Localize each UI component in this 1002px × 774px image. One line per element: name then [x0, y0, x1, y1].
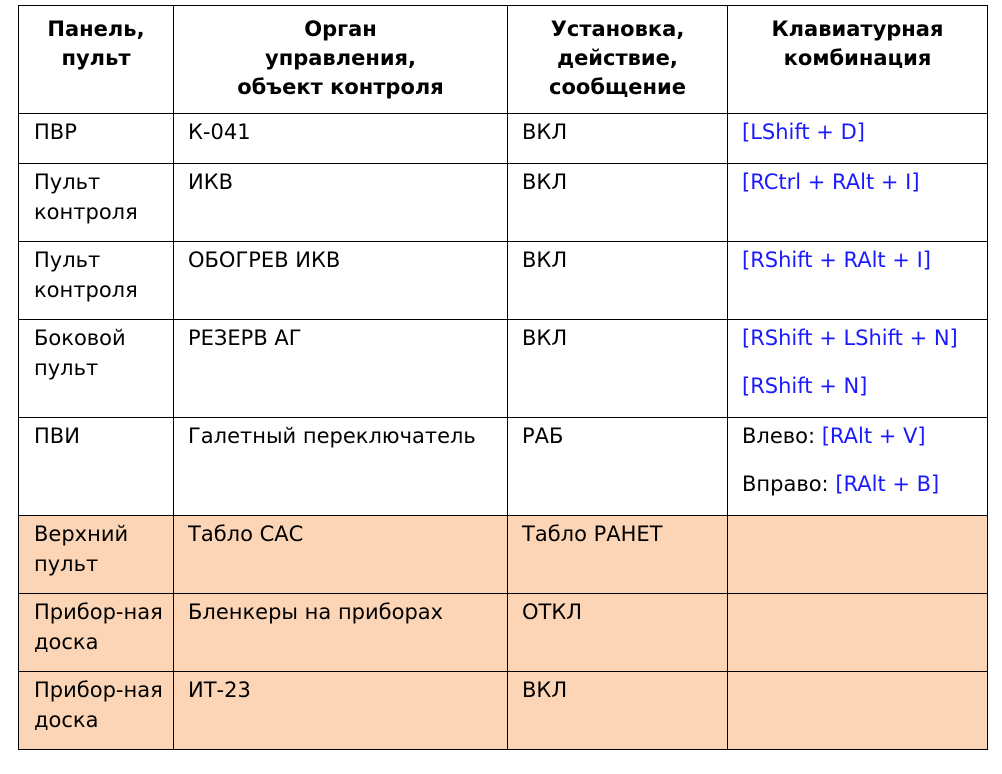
panel-text: Пульт контроля: [34, 248, 138, 302]
key-prefix: Вправо:: [742, 472, 836, 496]
header-panel: [19, 6, 174, 114]
action-text: ВКЛ: [522, 120, 568, 144]
cell-action: [508, 516, 728, 594]
control-text: Бленкеры на приборах: [188, 600, 444, 624]
cell-panel: [19, 114, 174, 164]
panel-text: Верхний пульт: [34, 522, 129, 576]
cell-keys: [728, 516, 988, 594]
key-line: [742, 117, 973, 147]
panel-text: Пульт контроля: [34, 170, 138, 224]
key-combo: [RShift + N]: [742, 374, 868, 398]
key-combo: [LShift + D]: [742, 120, 865, 144]
control-text: К-041: [188, 120, 251, 144]
cell-control: [174, 242, 508, 320]
header-panel-text: Панель, пульт: [47, 17, 145, 70]
cell-panel: [19, 242, 174, 320]
key-line: [742, 245, 973, 275]
control-text: ОБОГРЕВ ИКВ: [188, 248, 341, 272]
table-row: [19, 164, 988, 242]
header-row: [19, 6, 988, 114]
cell-keys: [728, 114, 988, 164]
cell-keys: [728, 320, 988, 418]
key-combo: [RCtrl + RAlt + I]: [742, 170, 920, 194]
action-text: Табло РАНЕТ: [522, 522, 663, 546]
table-row: [19, 114, 988, 164]
cell-action: [508, 164, 728, 242]
header-control-text: Орган управления, объект контроля: [237, 17, 444, 99]
key-combo: [RAlt + B]: [835, 472, 940, 496]
table-row: [19, 516, 988, 594]
cell-keys: [728, 164, 988, 242]
cell-action: [508, 418, 728, 516]
cell-action: [508, 594, 728, 672]
key-line: [742, 469, 973, 499]
cell-control: [174, 114, 508, 164]
cell-keys: [728, 594, 988, 672]
cell-control: [174, 594, 508, 672]
key-line: [742, 371, 973, 401]
cell-keys: [728, 242, 988, 320]
panel-text: ПВР: [34, 120, 77, 144]
key-combo: [RShift + LShift + N]: [742, 326, 958, 350]
cell-panel: [19, 672, 174, 750]
control-text: Табло САС: [188, 522, 304, 546]
action-text: ВКЛ: [522, 170, 568, 194]
table-row: [19, 242, 988, 320]
key-binding-table: [18, 5, 988, 750]
cell-panel: [19, 418, 174, 516]
action-text: ОТКЛ: [522, 600, 583, 624]
panel-text: Прибор-ная доска: [34, 678, 163, 732]
control-text: РЕЗЕРВ АГ: [188, 326, 302, 350]
cell-control: [174, 418, 508, 516]
cell-panel: [19, 516, 174, 594]
key-line: [742, 323, 973, 353]
action-text: РАБ: [522, 424, 564, 448]
cell-action: [508, 672, 728, 750]
cell-control: [174, 164, 508, 242]
control-text: ИКВ: [188, 170, 234, 194]
table-row: [19, 672, 988, 750]
cell-panel: [19, 320, 174, 418]
key-prefix: Влево:: [742, 424, 822, 448]
cell-action: [508, 114, 728, 164]
table-row: [19, 320, 988, 418]
cell-control: [174, 516, 508, 594]
cell-control: [174, 672, 508, 750]
cell-control: [174, 320, 508, 418]
cell-panel: [19, 164, 174, 242]
panel-text: Боковой пульт: [34, 326, 126, 380]
key-combo: [RShift + RAlt + I]: [742, 248, 931, 272]
panel-text: Прибор-ная доска: [34, 600, 163, 654]
table-row: [19, 418, 988, 516]
header-keys-text: Клавиатурная комбинация: [771, 17, 944, 70]
panel-text: ПВИ: [34, 424, 80, 448]
cell-action: [508, 242, 728, 320]
key-line: [742, 167, 973, 197]
header-action-text: Установка, действие, сообщение: [549, 17, 686, 99]
key-line: [742, 421, 973, 451]
cell-action: [508, 320, 728, 418]
action-text: ВКЛ: [522, 678, 568, 702]
action-text: ВКЛ: [522, 248, 568, 272]
table-row: [19, 594, 988, 672]
header-action: [508, 6, 728, 114]
cell-keys: [728, 418, 988, 516]
key-combo: [RAlt + V]: [821, 424, 926, 448]
action-text: ВКЛ: [522, 326, 568, 350]
control-text: Галетный переключатель: [188, 424, 476, 448]
cell-panel: [19, 594, 174, 672]
control-text: ИТ-23: [188, 678, 251, 702]
header-control: [174, 6, 508, 114]
header-keys: [728, 6, 988, 114]
cell-keys: [728, 672, 988, 750]
